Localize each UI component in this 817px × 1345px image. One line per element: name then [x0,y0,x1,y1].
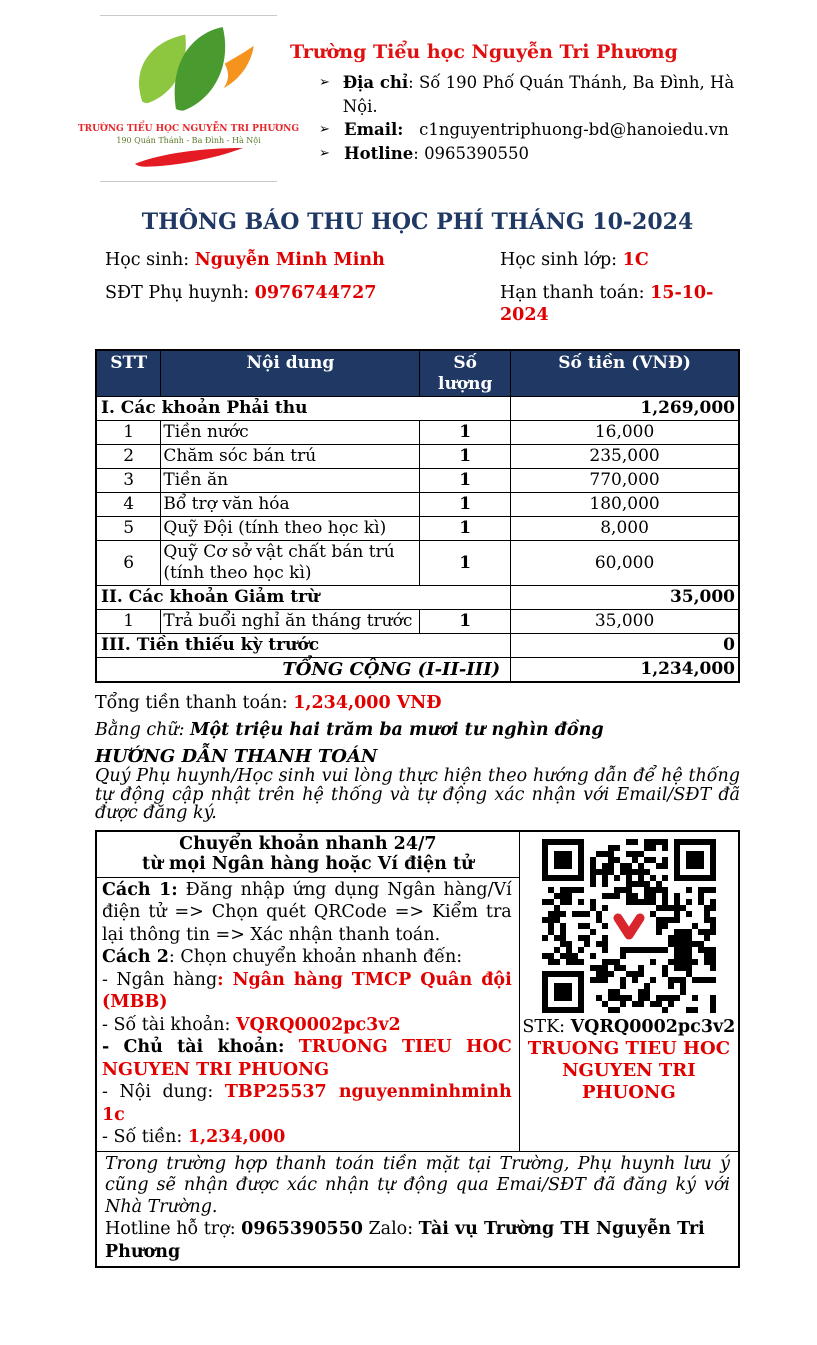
table-row: 2 Chăm sóc bán trú 1 235,000 [96,445,739,469]
hotline-text: Hotline: 0965390550 [344,143,530,163]
cash-note-cell [96,1151,739,1267]
total-payment-line: Tổng tiền thanh toán: 1,234,000 VNĐ [95,693,442,713]
method-1: Cách 1: Đăng nhập ứng dụng Ngân hàng/Ví điện tử => Chọn quét QRCode => Kiểm tra lại thông tin => Xác nhận thanh toán. [102,879,512,945]
qr-code [538,835,720,1017]
logo-leaves-icon [114,26,264,122]
due-date-row: Hạn thanh toán: 15-10-2024 [500,283,714,325]
transfer-header: Chuyển khoản nhanh 24/7 từ mọi Ngân hàng hoặc Ví điện tử [96,831,519,878]
table-row: 4 Bổ trợ văn hóa 1 180,000 [96,493,739,517]
amount-in-words: Bằng chữ: Một triệu hai trăm ba mươi tư nghìn đồng [95,720,604,740]
qr-owner-line1: TRUONG TIEU HOC [527,1037,731,1059]
fee-table-header-row [96,350,739,397]
table-row: 3 Tiền ăn 1 770,000 [96,469,739,493]
bank-line: - Ngân hàng: Ngân hàng TMCP Quân đội (MBB) [102,969,512,1012]
payment-guide-text: Quý Phụ huynh/Học sinh vui lòng thực hiện theo hướng dẫn để hệ thống tự động cập nhật trên hệ thống và tự động xác nhận với Email/SĐT đã được đăng ký. [95,766,740,823]
student-info [95,249,740,337]
fee-table [95,349,740,683]
logo-school-name: TRƯỜNG TIỂU HỌC NGUYỄN TRI PHƯƠNG [77,124,300,134]
owner-line: - Chủ tài khoản: TRUONG TIEU HOC NGUYEN TRI PHUONG [102,1037,512,1080]
payment-box [95,830,740,1269]
qr-cell [519,831,739,1152]
parent-phone-value: 0976744727 [254,283,377,303]
table-row: 1 Tiền nước 1 16,000 [96,421,739,445]
student-class-value: 1C [622,250,649,270]
method-2: Cách 2: Chọn chuyển khoản nhanh đến: [102,947,463,967]
arrow-bullet-icon: ➢ [319,122,330,137]
section-row-phai-thu: I. Các khoản Phải thu 1,269,000 [96,397,739,421]
col-so-tien: Số tiền (VNĐ) [511,350,739,397]
account-line: - Số tài khoản: VQRQ0002pc3v2 [102,1014,401,1035]
table-row: 5 Quỹ Đội (tính theo học kì) 1 8,000 [96,517,739,541]
hotline-line [290,142,740,166]
qr-account-line: STK: VQRQ0002pc3v2 [522,1016,736,1037]
table-row: 1 Trả buổi nghỉ ăn tháng trước 1 35,000 [96,610,739,634]
student-class-row: Học sinh lớp: 1C [500,250,649,270]
due-date-value: 15-10-2024 [500,283,714,325]
logo-address: 190 Quán Thánh - Ba Đình - Hà Nội [116,136,261,145]
cash-note-text: Trong trường hợp thanh toán tiền mặt tại Trường, Phụ huynh lưu ý cũng sẽ nhận được xác nhận tự động qua Emai/SĐT đã đăng ký với Nhà Trường. [105,1153,730,1217]
arrow-bullet-icon: ➢ [319,75,330,90]
amount-line: - Số tiền: 1,234,000 [102,1127,286,1147]
document-header [77,15,740,182]
address-line [290,71,740,118]
qr-owner-line2: NGUYEN TRI PHUONG [562,1059,696,1103]
email-line [290,118,740,142]
table-row: 6 Quỹ Cơ sở vật chất bán trú (tính theo học kì) 1 60,000 [96,541,739,586]
school-name: Trường Tiểu học Nguyễn Tri Phương [290,41,678,63]
arrow-bullet-icon: ➢ [319,145,330,161]
school-logo [77,15,300,182]
school-contact-block [277,15,740,182]
payment-guide-title: HƯỚNG DẪN THANH TOÁN [95,746,378,767]
col-stt: STT [96,350,161,397]
transfer-note-line: - Nội dung: TBP25537 nguyenminhminh 1c [102,1082,512,1125]
section-row-giam-tru: II. Các khoản Giảm trừ 35,000 [96,586,739,610]
grand-total-row: TỔNG CỘNG (I-II-III) 1,234,000 [96,658,739,683]
total-payment-value: 1,234,000 VNĐ [293,693,442,713]
col-noi-dung: Nội dung [161,350,420,397]
section-row-thieu-ky-truoc: III. Tiền thiếu kỳ trước 0 [96,634,739,658]
page-title: THÔNG BÁO THU HỌC PHÍ THÁNG 10-2024 [141,209,694,235]
col-so-luong: Số lượng [420,350,511,397]
logo-swoosh-icon [129,145,249,169]
student-name-value: Nguyễn Minh Minh [194,250,385,270]
transfer-instructions [96,877,519,1151]
address-text: Địa chỉ: Số 190 Phố Quán Thánh, Ba Đình, Hà Nội. [342,73,735,116]
student-name-row: Học sinh: Nguyễn Minh Minh [105,250,385,270]
support-hotline-line: Hotline hỗ trợ: 0965390550 Zalo: Tài vụ Trường TH Nguyễn Tri Phương [105,1219,705,1262]
parent-phone-row: SĐT Phụ huynh: 0976744727 [105,283,377,303]
email-text: Email: c1nguyentriphuong-bd@hanoiedu.vn [344,120,729,139]
